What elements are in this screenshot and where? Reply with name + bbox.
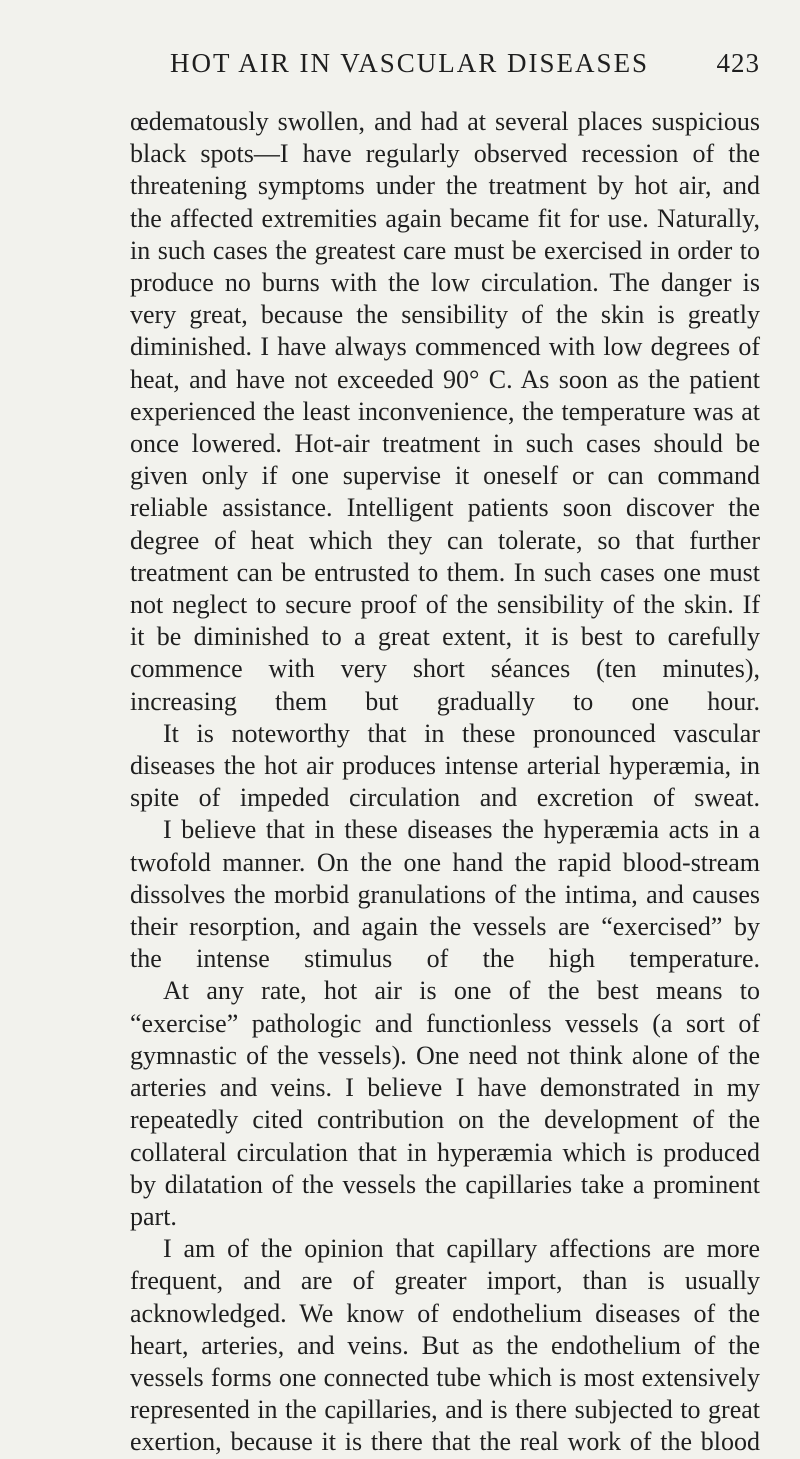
paragraph: I am of the opinion that capillary affections are more frequent, and are of greater import, than is usually acknowledged. We know of endothelium diseases of the heart, arteries, and veins. But as the endothelium of the vessels forms one connected tube which is most extensively represented in the capillaries, and is there subjected to great exertion, because it is there that the real work of the blood (130, 1234, 760, 1457)
paragraph: It is noteworthy that in these pronounced vascular diseases the hot air produces intense arterial hyperæmia, in spite of impeded circulation and excretion of sweat. (130, 718, 760, 813)
paragraph: I believe that in these diseases the hyperæmia acts in a twofold manner. On the one hand the rapid blood-stream dissolves the morbid granulations of the intima, and causes their resorption, and again the vessels are “exercised” by the intense stimulus of the high temperature. (130, 815, 760, 974)
paragraph: At any rate, hot air is one of the best means to “exercise” pathologic and functionless vessels (a sort of gymnastic of the vessels). One need not think alone of the arteries and veins. I believe I have demonstrated in my repeatedly cited contribution on the development of the collateral circulation that in hyperæmia which is produced by dilatation of the vessels the capillaries take a prominent part. (130, 976, 760, 1231)
running-title: HOT AIR IN VASCULAR DISEASES (170, 48, 650, 78)
page-number: 423 (716, 48, 760, 78)
body-text (130, 106, 760, 1459)
running-header (130, 48, 760, 98)
paragraph-continued: œdematously swollen, and had at several places suspicious black spots—I have regularly observed recession of the threatening symptoms under the treatment by hot air, and the affected extremities again became fit for use. Naturally, in such cases the greatest care must be exercised in order to produce no burns with the low circulation. The danger is very great, because the sensibility of the skin is greatly diminished. I have always commenced with low degrees of heat, and have not exceeded 90° C. As soon as the patient experienced the least inconvenience, the temperature was at once lowered. Hot-air treatment in such cases should be given only if one supervise it oneself or can command reliable assistance. Intelligent patients soon discover the degree of heat which they can tolerate, so that further treatment can be entrusted to them. In such cases one must not neglect to secure proof of the sensibility of the skin. If it be diminished to a great extent, it is best to carefully commence with very short séances (ten minutes), increasing them but gradually to one hour. (130, 107, 760, 716)
